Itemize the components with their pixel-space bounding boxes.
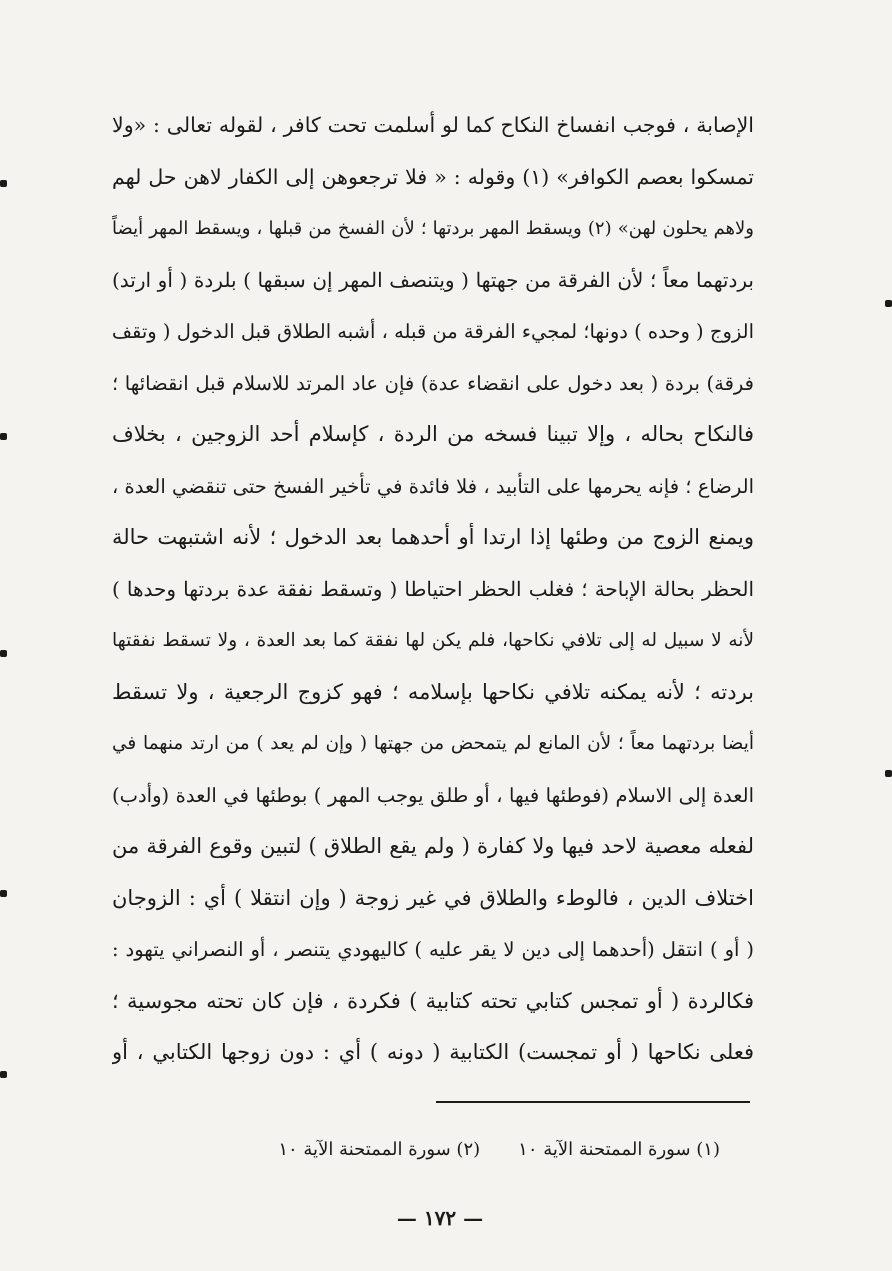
footnote-separator (436, 1101, 750, 1103)
text-line-16: اختلاف الدين ، فالوطء والطلاق في غير زوجة ( وإن انتقلا ) أي : الزوجان (112, 885, 754, 910)
text-line-18: فكالردة ( أو تمجس كتابي تحته كتابية ) فكردة ، فإن كان تحته مجوسية ؛ (112, 988, 754, 1013)
footnote-1: (١) سورة الممتحنة الآية ١٠ (518, 1139, 720, 1160)
text-line-14: العدة إلى الاسلام (فوطئها فيها ، أو طلق يوجب المهر ) بوطئها في العدة (وأدب) (112, 783, 754, 807)
text-line-1: الإصابة ، فوجب انفساخ النكاح كما لو أسلمت تحت كافر ، لقوله تعالى : «ولا (112, 113, 754, 137)
page-number: — ١٧٢ — (396, 1206, 484, 1230)
text-line-11: لأنه لا سبيل له إلى تلافي نكاحها، فلم يكن لها نفقة كما بعد العدة ، ولا تسقط نفقتها (112, 630, 754, 651)
text-line-17: ( أو ) انتقل (أحدهما إلى دين لا يقر عليه ) كاليهودي يتنصر ، أو النصراني يتهود : (112, 938, 754, 961)
margin-mark (0, 433, 7, 440)
text-line-10: الحظر بحالة الإباحة ؛ فغلب الحظر احتياطا ( وتسقط نفقة عدة بردتها وحدها ) (112, 576, 754, 601)
margin-mark (0, 890, 7, 897)
text-line-5: الزوج ( وحده ) دونها؛ لمجيء الفرقة من قبله ، أشبه الطلاق قبل الدخول ( وتقف (112, 320, 754, 343)
margin-mark (0, 180, 7, 187)
body-text (112, 100, 754, 1079)
text-line-3: ولاهم يحلون لهن» (٢) ويسقط المهر بردتها ؛ لأن الفسخ من قبلها ، ويسقط المهر أيضاً (112, 218, 754, 239)
text-line-2: تمسكوا بعصم الكوافر» (١) وقوله : « فلا ترجعوهن إلى الكفار لاهن حل لهم (112, 164, 754, 189)
margin-mark (885, 770, 892, 777)
text-line-12: بردته ؛ لأنه يمكنه تلافي نكاحها بإسلامه ؛ فهو كزوج الرجعية ، ولا تسقط (112, 679, 754, 704)
footnotes (250, 1136, 720, 1164)
footnote-2: (٢) سورة الممتحنة الآية ١٠ (278, 1139, 481, 1160)
text-line-19: فعلى نكاحها ( أو تمجست) الكتابية ( دونه ) أي : دون زوجها الكتابي ، أو (112, 1040, 754, 1064)
margin-mark (0, 1071, 7, 1078)
text-line-7: فالنكاح بحاله ، وإلا تبينا فسخه من الردة ، كإسلام أحد الزوجين ، بخلاف (112, 422, 754, 446)
text-line-9: ويمنع الزوج من وطئها إذا ارتدا أو أحدهما بعد الدخول ؛ لأنه اشتبهت حالة (112, 525, 754, 549)
text-line-15: لفعله معصية لاحد فيها ولا كفارة ( ولم يقع الطلاق ) لتبين وقوع الفرقة من (112, 834, 754, 858)
text-line-6: فرقة) بردة ( بعد دخول على انقضاء عدة) فإن عاد المرتد للاسلام قبل انقضائها ؛ (112, 371, 754, 395)
text-line-13: أيضا بردتهما معاً ؛ لأن المانع لم يتمحض من جهتها ( وإن لم يعد ) من ارتد منهما في (112, 733, 754, 754)
text-line-4: بردتهما معاً ؛ لأن الفرقة من جهتها ( ويتنصف المهر إن سبقها ) بلردة ( أو ارتد) (112, 267, 754, 292)
margin-mark (885, 300, 892, 307)
margin-mark (0, 650, 7, 657)
text-line-8: الرضاع ؛ فإنه يحرمها على التأبيد ، فلا فائدة في تأخير الفسخ حتى تنقضي العدة ، (112, 474, 754, 498)
